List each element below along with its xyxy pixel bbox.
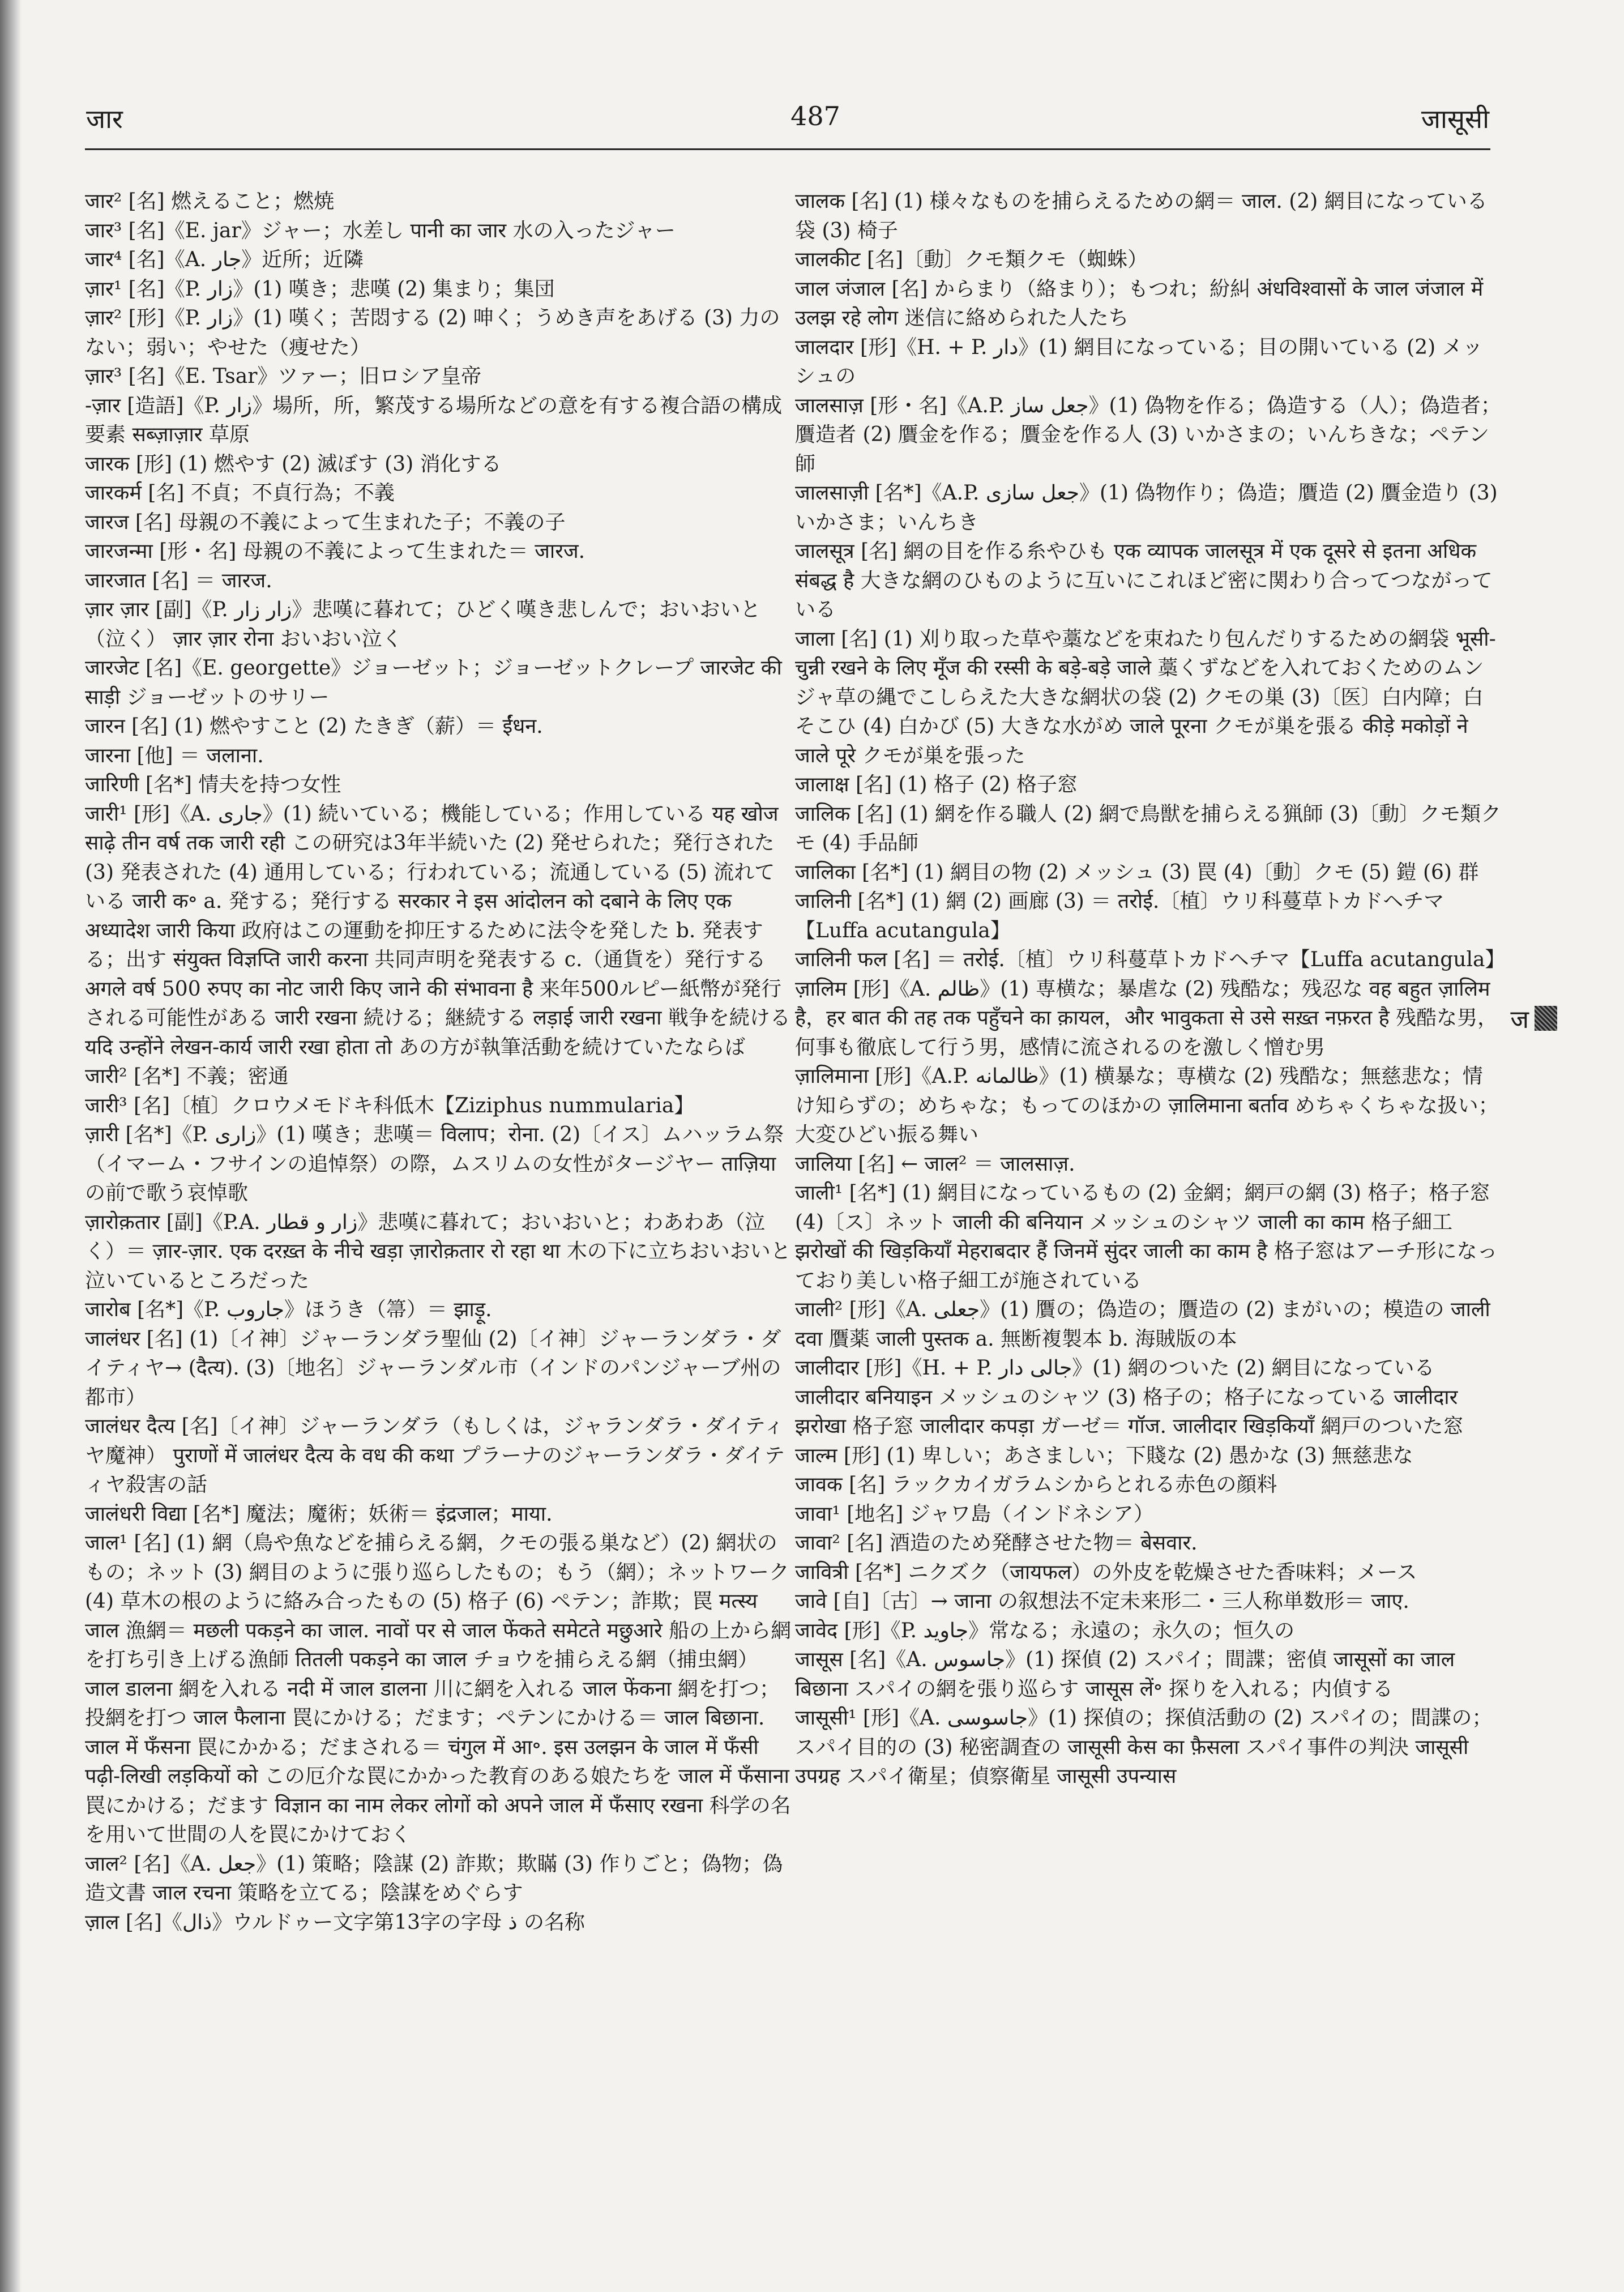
- dictionary-entry: जालसूत्र [名] 網の目を作る糸やひも एक व्यापक जालसूत्र में एक दूसरे से इतना अधिक संबद्ध है 大きな網のひものように互いにこれほど密に関わり合ってつながっている: [795, 540, 1493, 621]
- dictionary-entry: जारजन्मा [形・名] 母親の不義によって生まれた＝ जारज.: [85, 540, 586, 563]
- dictionary-entry: ज़ार¹ [名]《P. زار》(1) 嘆き；悲嘆 (2) 集まり；集団: [85, 277, 555, 301]
- dictionary-entry: जावा² [名] 酒造のため発酵させた物＝ बेसवार.: [795, 1531, 1198, 1555]
- left-column: [85, 187, 793, 1937]
- dictionary-entry: जालिक [名] (1) 網を作る職人 (2) 網で鳥獣を捕らえる猟師 (3)〔動〕クモ類クモ (4) 手品師: [795, 802, 1502, 855]
- thumb-index-marker: [1535, 1006, 1557, 1031]
- dictionary-entry: जारी² [名*] 不義；密通: [85, 1065, 289, 1088]
- thumb-index-tab: [1510, 1001, 1557, 1035]
- dictionary-entry: जावा¹ [地名] ジャワ島（インドネシア）: [795, 1502, 1154, 1526]
- book-spine-shadow: [0, 0, 22, 2292]
- dictionary-entry: जार⁴ [名]《A. جار》近所；近隣: [85, 248, 364, 271]
- dictionary-entry: जालीदार [形]《H. + P. جالی دار》(1) 網のついた (2) 網目になっている जालीदार बनियाइन メッシュのシャツ (3) 格子の；格子になっている जालीदार झरोखा 格子窓 जालीदार कपड़ा ガーゼ＝ गॉज. जालीदार खिड़कियाँ 網戸のついた窓: [795, 1356, 1464, 1438]
- dictionary-entry: ज़ार ज़ार [副]《P. زار زار》悲嘆に暮れて；ひどく嘆き悲しんで；おいおいと（泣く） ज़ार ज़ार रोना おいおい泣く: [85, 598, 761, 651]
- dictionary-entry: जारी³ [名]〔植〕クロウメモドキ科低木【Ziziphus nummularia】: [85, 1094, 695, 1117]
- dictionary-entry: जालसाज़ी [名*]《A.P. جعل سازی》(1) 偽物作り；偽造；贋造 (2) 贋金造り (3) いかさま；いんちき: [795, 481, 1498, 534]
- dictionary-entry: जाली¹ [名*] (1) 網目になっているもの (2) 金網；網戸の網 (3) 格子；格子窓 (4)〔ス〕ネット जाली की बनियान メッシュのシャツ जाली का काम 格子細工 झरोखों की खिड़कियाँ मेहराबदार हैं जिनमें सुंदर जाली का काम है 格子窓はアーチ形になっており美しい格子細工が施されている: [795, 1181, 1498, 1292]
- dictionary-entry: जाल¹ [名] (1) 網（鳥や魚などを捕らえる網，クモの張る巣など）(2) 網状のもの；ネット (3) 網目のように張り巡らしたもの；もう（網）；ネットワーク (4) 草木の根のように絡み合ったもの (5) 格子 (6) ペテン；詐欺；罠 मत्स्य जाल 漁網＝ मछली पकड़ने का जाल. नावों पर से जाल फेंकते समेटते मछुआरे 船の上から網を打ち引き上げる漁師 तितली पकड़ने का जाल チョウを捕らえる網（捕虫網） जाल डालना 網を入れる नदी में जाल डालना 川に網を入れる जाल फेंकना 網を打つ；投網を打つ जाल फैलाना 罠にかける；だます；ペテンにかける＝ जाल बिछाना. जाल में फँसना 罠にかかる；だまされる＝ चंगुल में आ॰. इस उलझन के जाल में फँसी पढ़ी-लिखी लड़कियों को この厄介な罠にかかった教育のある娘たちを जाल में फँसाना 罠にかける；だます विज्ञान का नाम लेकर लोगों को अपने जाल में फँसाए रखना 科学の名を用いて世間の人を罠にかけておく: [85, 1531, 792, 1846]
- dictionary-entry: जालकीट [名]〔動〕クモ類クモ（蜘蛛）: [795, 248, 1148, 271]
- page-number: 487: [790, 101, 840, 131]
- dictionary-entry: जालंधर [名] (1)〔イ神〕ジャーランダラ聖仙 (2)〔イ神〕ジャーランダラ・ダイティヤ→ (दैत्य). (3)〔地名〕ジャーランダル市（インドのパンジャーブ州の都市）: [85, 1327, 781, 1409]
- dictionary-entry: जाल जंजाल [名] からまり（絡まり）；もつれ；紛糾 अंधविश्वासों के जाल जंजाल में उलझ रहे लोग 迷信に絡められた人たち: [795, 277, 1484, 330]
- header-left-guide-word: जार: [86, 104, 123, 134]
- dictionary-entry: जालदार [形]《H. + P. دار》(1) 網目になっている；目の開いている (2) メッシュの: [795, 335, 1483, 388]
- dictionary-entry: जालिनी [名*] (1) 網 (2) 画廊 (3) ＝ तरोई.〔植〕ウリ科蔓草トカドヘチマ【Luffa acutangula】: [795, 890, 1444, 942]
- dictionary-entry: जालिया [名] ← जाल² ＝ जालसाज़.: [795, 1152, 1075, 1176]
- right-column: [795, 187, 1506, 1791]
- dictionary-entry: जालसाज़ [形・名]《A.P. جعل ساز》(1) 偽物を作る；偽造する（人）；偽造者；贋造者 (2) 贋金を作る；贋金を作る人 (3) いかさまの；いんちきな；ペテン師: [795, 394, 1501, 476]
- dictionary-entry: जाल्म [形] (1) 卑しい；あさましい；下賤な (2) 愚かな (3) 無慈悲な: [795, 1444, 1413, 1467]
- dictionary-entry: जालंधर दैत्य [名]〔イ神〕ジャーランダラ（もしくは，ジャランダラ・ダイティヤ魔神） पुराणों में जालंधर दैत्य के वध की कथा プラーナのジャーランダラ・ダイティヤ殺害の話: [85, 1415, 785, 1496]
- dictionary-entry: जाला [名] (1) 刈り取った草や藁などを束ねたり包んだりするための網袋 भूसी-चुन्नी रखने के लिए मूँज की रस्सी के बड़े-बड़े जाले 藁くずなどを入れておくためのムンジャ草の縄でこしらえた大きな網状の袋 (2) クモの巣 (3)〔医〕白内障；白そこひ (4) 白かび (5) 大きな水がめ जाले पूरना クモが巣を張る कीड़े मकोड़ों ने जाले पूरे クモが巣を張った: [795, 627, 1496, 767]
- dictionary-entry: जालंधरी विद्या [名*] 魔法；魔術；妖術＝ इंद्रजाल；माया.: [85, 1502, 553, 1526]
- dictionary-entry: जावेद [形]《P. جاوید》常なる；永遠の；永久の；恒久の: [795, 1619, 1295, 1642]
- dictionary-entry: जारी¹ [形]《A. جاری》(1) 続いている；機能している；作用している यह खोज साढ़े तीन वर्ष तक जारी रही この研究は3年半続いた (2) 発せられた；発行された (3) 発表された (4) 通用している；行われている；流通している (5) 流れている जारी क॰ a. 発する；発行する सरकार ने इस आंदोलन को दबाने के लिए एक अध्यादेश जारी किया 政府はこの運動を抑圧するために法令を発した b. 発表する；出す संयुक्त विज्ञप्ति जारी करना 共同声明を発表する c.（通貨を）発行する अगले वर्ष 500 रुपए का नोट जारी किए जाने की संभावना है 来年500ルピー紙幣が発行される可能性がある जारी रखना 続ける；継続する लड़ाई जारी रखना 戦争を続ける यदि उन्होंने लेखन-कार्य जारी रखा होता तो あの方が執筆活動を続けていたならば: [85, 802, 790, 1059]
- dictionary-entry: ज़ार³ [名]《E. Tsar》ツァー；旧ロシア皇帝: [85, 365, 482, 388]
- header-right-guide-word: जासूसी: [1421, 104, 1489, 134]
- dictionary-entry: जार² [名] 燃えること；燃焼: [85, 190, 335, 213]
- dictionary-entry: जावे [自]〔古〕→ जाना の叙想法不定未来形二・三人称単数形＝ जाए.: [795, 1590, 1409, 1613]
- dictionary-entry: ज़ाल [名]《ذال》ウルドゥー文字第13字の字母 ذ の名称: [85, 1910, 585, 1934]
- dictionary-entry: जारन [名] (1) 燃やすこと (2) たきぎ（薪）＝ ईंधन.: [85, 715, 543, 738]
- header-rule: [85, 148, 1490, 150]
- dictionary-entry: ज़ारोक़तार [副]《P.A. زار و قطار》悲嘆に暮れて；おいおいと；わあわあ（泣く）＝ ज़ार-ज़ार. एक दरख़्त के नीचे खड़ा ज़ारोक़तार रो रहा था 木の下に立ちおいおいと泣いているところだった: [85, 1210, 791, 1292]
- dictionary-entry: जारकर्म [名] 不貞；不貞行為；不義: [85, 481, 395, 505]
- dictionary-entry: -ज़ार [造語]《P. زار》場所，所，繁茂する場所などの意を有する複合語の構成要素 सब्ज़ाज़ार 草原: [85, 394, 783, 446]
- dictionary-entry: जारक [形] (1) 燃やす (2) 滅ぼす (3) 消化する: [85, 452, 502, 476]
- dictionary-entry: जारोब [名*]《P. جاروب》ほうき（箒）＝ झाड़ू.: [85, 1298, 492, 1321]
- dictionary-entry: जारिणी [名*] 情夫を持つ女性: [85, 773, 341, 796]
- dictionary-entry: ज़ारी [名*]《P. زاری》(1) 嘆き；悲嘆＝ विलाप；रोना. (2)〔イス〕ムハッラム祭（イマーム・フサインの追悼祭）の際，ムスリムの女性がタージヤー ताज़िया の前で歌う哀悼歌: [85, 1123, 784, 1205]
- dictionary-entry: ज़ालिमाना [形]《A.P. ظالمانه》(1) 横暴な；専横な (2) 残酷な；無慈悲な；情け知らずの；めちゃな；もってのほかの ज़ालिमाना बर्ताव めちゃくちゃな扱い；大変ひどい振る舞い: [795, 1065, 1499, 1146]
- dictionary-entry: ज़ार² [形]《P. زار》(1) 嘆く；苦悶する (2) 呻く；うめき声をあげる (3) 力のない；弱い；やせた（痩せた）: [85, 306, 780, 359]
- dictionary-entry: जालक [名] (1) 様々なものを捕らえるための網＝ जाल. (2) 網目になっている袋 (3) 椅子: [795, 190, 1488, 242]
- dictionary-entry: जार³ [名]《E. jar》ジャー；水差し पानी का जार 水の入ったジャー: [85, 219, 676, 242]
- dictionary-entry: जालिनी फल [名] ＝ तरोई.〔植〕ウリ科蔓草トカドヘチマ【Luffa acutangula】: [795, 948, 1506, 971]
- dictionary-entry: जावक [名] ラックカイガラムシからとれる赤色の顔料: [795, 1473, 1277, 1496]
- dictionary-entry: ज़ालिम [形]《A. ظالم》(1) 専横な；暴虐な (2) 残酷な；残忍な वह बहुत ज़ालिम है，हर बात की तह तक पहुँचने का क़ायल，और भावुकता से उसे सख़्त नफ़रत है 残酷な男，何事も徹底して行う男，感情に流されるのを激しく憎む男: [795, 977, 1498, 1059]
- dictionary-entry: जालिका [名*] (1) 網目の物 (2) メッシュ (3) 罠 (4)〔動〕クモ (5) 鎧 (6) 群: [795, 860, 1479, 884]
- dictionary-entry: जाल² [名]《A. جعل》(1) 策略；陰謀 (2) 詐欺；欺瞞 (3) 作りごと；偽物；偽造文書 जाल रचना 策略を立てる；陰謀をめぐらす: [85, 1852, 783, 1905]
- dictionary-entry: जासूसी¹ [形]《A. جاسوسی》(1) 探偵の；探偵活動の (2) スパイの；間諜の；スパイ目的の (3) 秘密調査の जासूसी केस का फ़ैसला スパイ事件の判決 जासूसी उपग्रह スパイ衛星；偵察衛星 जासूसी उपन्यास: [795, 1706, 1493, 1788]
- dictionary-entry: जासूस [名]《A. جاسوس》(1) 探偵 (2) スパイ；間諜；密偵 जासूसों का जाल बिछाना スパイの網を張り巡らす जासूस लें॰ 探りを入れる；内偵する: [795, 1648, 1455, 1701]
- dictionary-entry: जाली² [形]《A. جعلی》(1) 贋の；偽造の；贋造の (2) まがいの；模造の जाली दवा 贋薬 जाली पुस्तक a. 無断複製本 b. 海賊版の本: [795, 1298, 1490, 1351]
- dictionary-entry: जारज [名] 母親の不義によって生まれた子；不義の子: [85, 510, 566, 534]
- thumb-index-letter: ज: [1510, 1005, 1529, 1034]
- dictionary-entry: जारना [他] ＝ जलाना.: [85, 744, 264, 767]
- dictionary-entry: जारजात [名] ＝ जारज.: [85, 569, 272, 592]
- dictionary-entry: जालाक्ष [名] (1) 格子 (2) 格子窓: [795, 773, 1078, 796]
- dictionary-entry: जारजेट [名]《E. georgette》ジョーゼット；ジョーゼットクレープ जारजेट की साड़ी ジョーゼットのサリー: [85, 656, 782, 709]
- dictionary-entry: जावित्री [名*] ニクズク（जायफल）の外皮を乾燥させた香味料；メース: [795, 1560, 1417, 1584]
